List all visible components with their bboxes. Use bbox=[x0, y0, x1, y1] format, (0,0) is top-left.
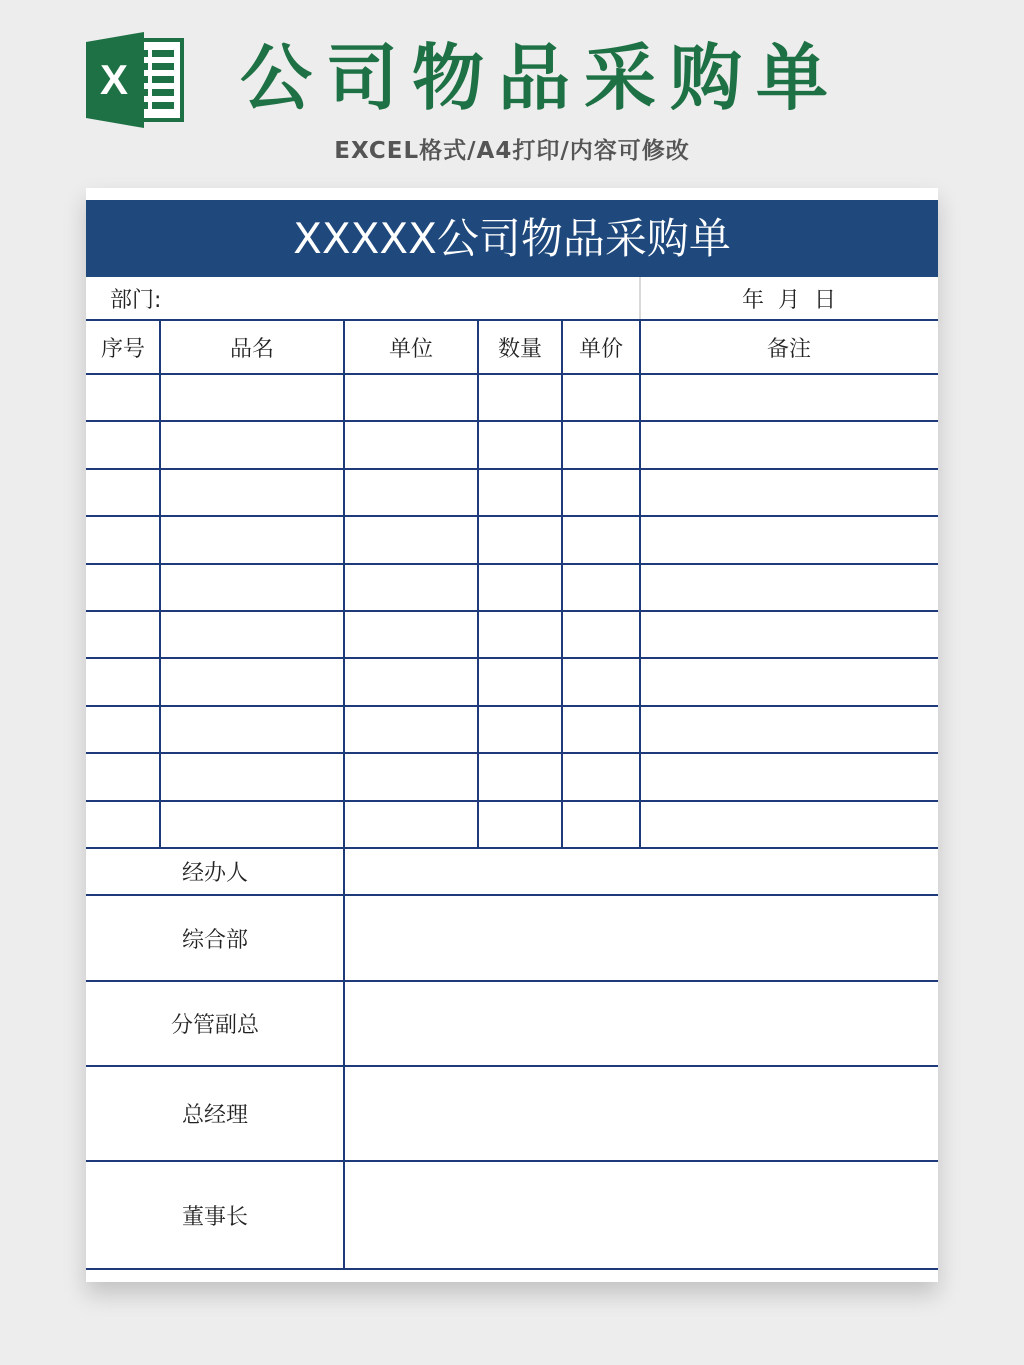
date-label: 年 月 日 bbox=[742, 288, 836, 313]
column-header: 单位 bbox=[388, 336, 433, 362]
table-row bbox=[86, 564, 938, 611]
approval-signature-field bbox=[344, 848, 938, 895]
page-subtitle: EXCEL格式/A4打印/内容可修改 bbox=[334, 138, 690, 164]
excel-logo-letter: X bbox=[99, 56, 129, 103]
approval-signature-field bbox=[344, 1066, 938, 1161]
table-row bbox=[86, 374, 938, 421]
approval-label: 总经理 bbox=[181, 1103, 248, 1128]
table-row bbox=[86, 516, 938, 563]
approval-signature-field bbox=[344, 1161, 938, 1269]
column-header: 序号 bbox=[100, 336, 145, 362]
table-row bbox=[86, 658, 938, 705]
table-row bbox=[86, 753, 938, 800]
approval-signature-field bbox=[344, 981, 938, 1066]
approval-label: 综合部 bbox=[181, 927, 248, 953]
page-title: 公司物品采购单 bbox=[240, 36, 843, 120]
column-header: 数量 bbox=[497, 336, 542, 362]
form-title-banner: XXXXX公司物品采购单 bbox=[86, 200, 938, 277]
approval-label: 董事长 bbox=[181, 1204, 248, 1230]
department-label: 部门: bbox=[110, 288, 162, 313]
dept-date-divider bbox=[639, 277, 641, 320]
column-header: 品名 bbox=[229, 336, 274, 362]
table-row bbox=[86, 469, 938, 516]
table-row bbox=[86, 801, 938, 848]
table-row bbox=[86, 611, 938, 658]
table-row bbox=[86, 706, 938, 753]
excel-icon bbox=[86, 32, 184, 128]
purchase-form-sheet bbox=[86, 188, 938, 1282]
approval-label: 分管副总 bbox=[170, 1013, 259, 1038]
table-row bbox=[86, 421, 938, 468]
column-header: 单价 bbox=[578, 336, 623, 362]
approval-signature-field bbox=[344, 895, 938, 981]
approval-label: 经办人 bbox=[181, 861, 248, 886]
column-header: 备注 bbox=[766, 336, 811, 362]
